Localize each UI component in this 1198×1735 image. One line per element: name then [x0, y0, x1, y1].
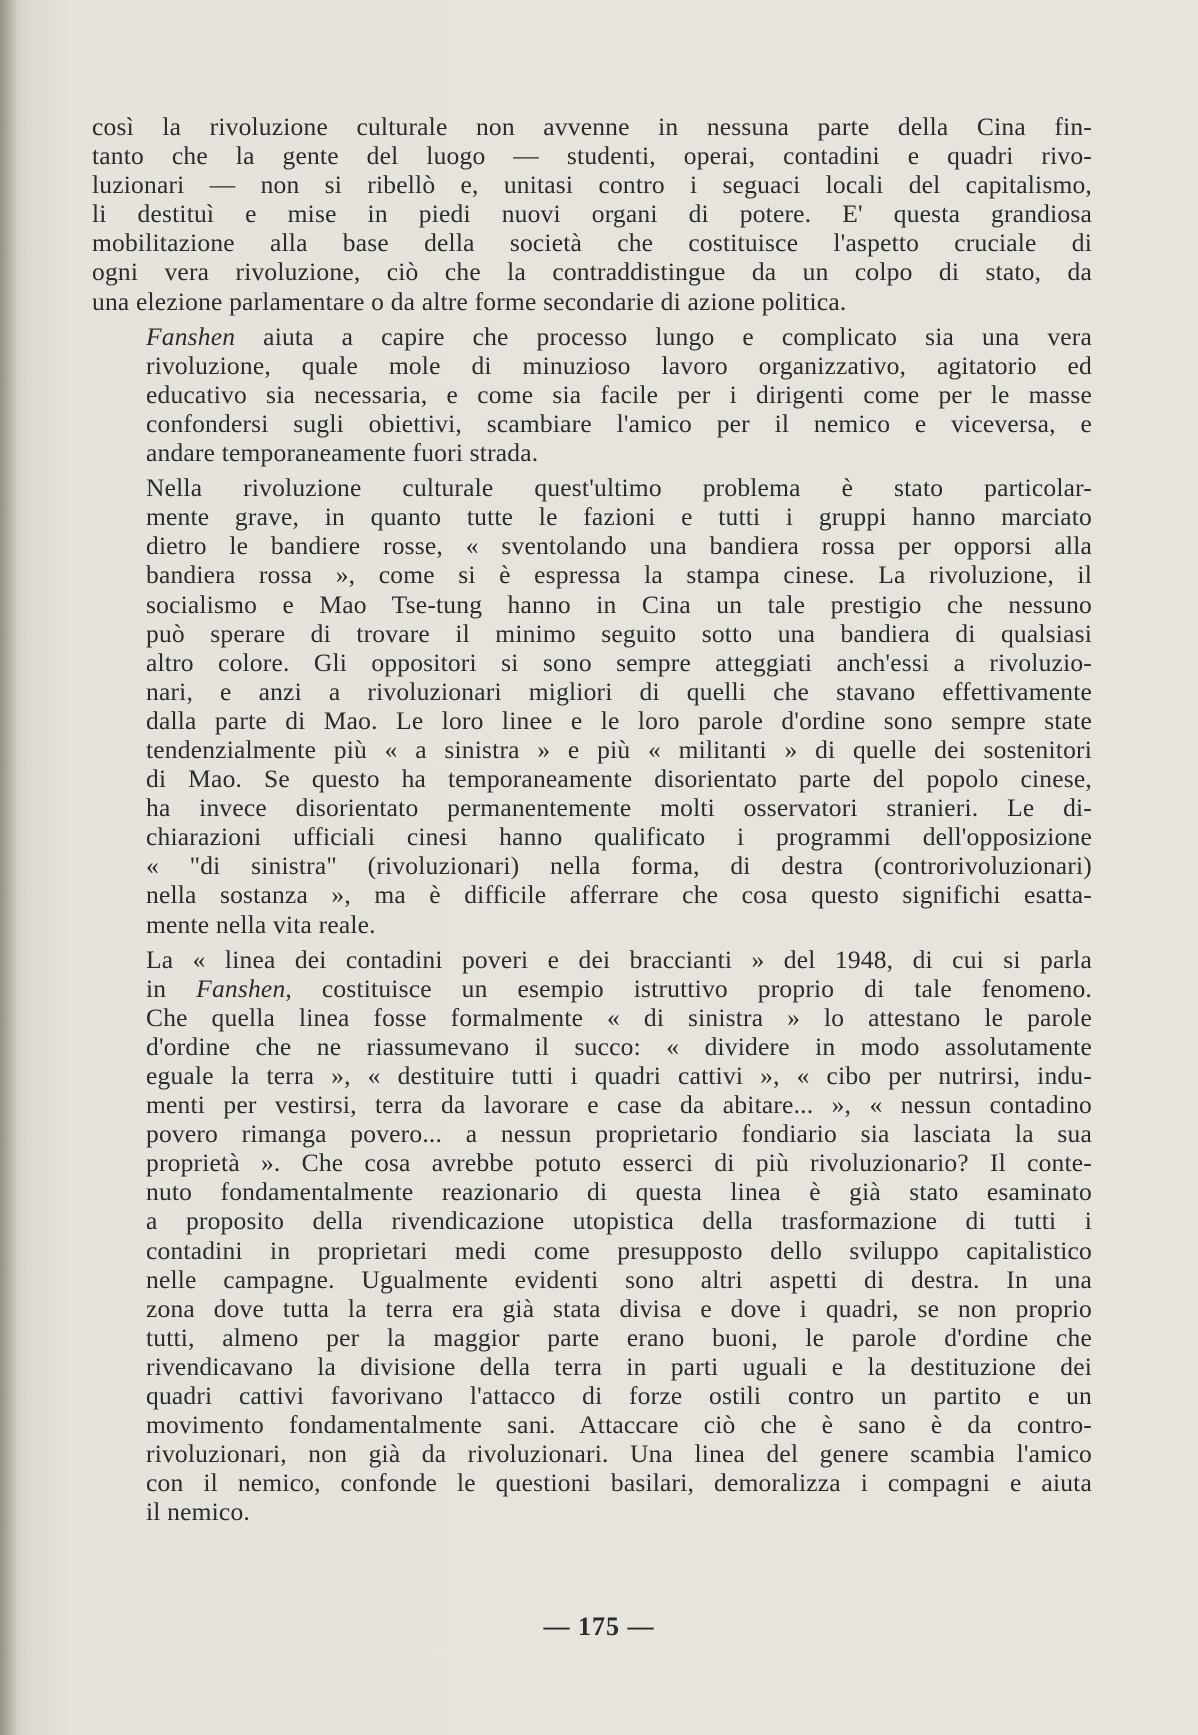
text-line: educativo sia necessaria, e come sia facile per i dirigenti come per le masse — [146, 379, 1092, 409]
paragraph-2 — [92, 322, 1092, 467]
text-segment: in — [146, 973, 197, 1003]
text-line: movimento fondamentalmente sani. Attaccare ciò che è sano è da contro- — [146, 1410, 1092, 1440]
page-number: — 175 — — [543, 1612, 655, 1641]
text-line: mobilitazione alla base della società che costituisce l'aspetto cruciale di — [92, 228, 1092, 258]
text-line: il nemico. — [146, 1497, 250, 1527]
text-line: bandiera rossa », come si è espressa la stampa cinese. La rivoluzione, il — [146, 560, 1092, 590]
text-segment: , costituisce un esempio istruttivo proprio di tale fenomeno. — [285, 973, 1092, 1003]
text-line: ogni vera rivoluzione, ciò che la contraddistingue da un colpo di stato, da — [92, 257, 1092, 287]
text-line: confondersi sugli obiettivi, scambiare l'amico per il nemico e viceversa, e — [146, 408, 1092, 438]
text-line: dietro le bandiere rosse, « sventolando una bandiera rossa per opporsi alla — [146, 531, 1092, 561]
text-line: rivendicavano la divisione della terra in parti uguali e la destituzione dei — [146, 1351, 1092, 1381]
paragraph-3 — [92, 473, 1092, 939]
text-line: tanto che la gente del luogo — studenti, operai, contadini e quadri rivo- — [92, 141, 1092, 171]
text-line: li destituì e mise in piedi nuovi organi di potere. E' questa grandiosa — [92, 199, 1092, 229]
text-line: così la rivoluzione culturale non avvenne in nessuna parte della Cina fin- — [92, 112, 1092, 141]
text-line: tendenzialmente più « a sinistra » e più « militanti » di quelle dei sostenitori — [146, 734, 1092, 764]
text-line: chiarazioni ufficiali cinesi hanno qualificato i programmi dell'opposizione — [146, 822, 1092, 852]
book-title-italic: Fanshen — [196, 973, 286, 1003]
paragraph-4 — [92, 945, 1092, 1527]
text-line: nelle campagne. Ugualmente evidenti sono altri aspetti di destra. In una — [146, 1264, 1092, 1294]
paragraph-1 — [92, 112, 1092, 316]
text-line: contadini in proprietari medi come presupposto dello sviluppo capitalistico — [146, 1235, 1092, 1265]
text-line: d'ordine che ne riassumevano il succo: « dividere in modo assolutamente — [146, 1031, 1092, 1061]
text-line: quadri cattivi favorivano l'attacco di forze ostili contro un partito e un — [146, 1381, 1092, 1411]
text-line-rest: aiuta a capire che processo lungo e complicato sia una vera — [235, 321, 1092, 351]
body-text — [92, 112, 1092, 1533]
binding-shadow — [0, 0, 18, 1735]
text-line: nuto fondamentalmente reazionario di questa linea è già stato esaminato — [146, 1177, 1092, 1207]
text-line: nari, e anzi a rivoluzionari migliori di quelli che stavano effettivamente — [146, 676, 1092, 706]
text-line: una elezione parlamentare o da altre forme secondarie di azione politica. — [92, 286, 847, 316]
text-line: « "di sinistra" (rivoluzionari) nella forma, di destra (controrivoluzionari) — [146, 851, 1092, 881]
text-line: con il nemico, confonde le questioni basilari, demoralizza i compagni e aiuta — [146, 1468, 1092, 1498]
text-line: socialismo e Mao Tse-tung hanno in Cina un tale prestigio che nessuno — [146, 589, 1092, 619]
text-line: andare temporaneamente fuori strada. — [146, 438, 539, 468]
text-line: povero rimanga povero... a nessun proprietario fondiario sia lasciata la sua — [146, 1119, 1092, 1149]
text-line: rivoluzionari, non già da rivoluzionari. Una linea del genere scambia l'amico — [146, 1439, 1092, 1469]
text-line: Nella rivoluzione culturale quest'ultimo problema è stato particolar- — [146, 473, 1092, 503]
text-line: zona dove tutta la terra era già stata divisa e dove i quadri, se non proprio — [146, 1293, 1092, 1323]
text-line: nella sostanza », ma è difficile afferrare che cosa questo significhi esatta- — [146, 880, 1092, 910]
text-line-first — [92, 322, 1092, 351]
text-line: mente grave, in quanto tutte le fazioni e tutti i gruppi hanno marciato — [146, 502, 1092, 532]
text-line — [92, 974, 1092, 1003]
text-line: Che quella linea fosse formalmente « di sinistra » lo attestano le parole — [146, 1002, 1092, 1032]
text-line: luzionari — non si ribellò e, unitasi contro i seguaci locali del capitalismo, — [92, 170, 1092, 200]
text-line: La « linea dei contadini poveri e dei braccianti » del 1948, di cui si parla — [146, 944, 1092, 974]
book-title-italic: Fanshen — [146, 321, 236, 351]
text-line: ha invece disorientato permanentemente molti osservatori stranieri. Le di- — [146, 793, 1092, 823]
text-line: menti per vestirsi, terra da lavorare e case da abitare... », « nessun contadino — [146, 1090, 1092, 1120]
text-line: di Mao. Se questo ha temporaneamente disorientato parte del popolo cinese, — [146, 764, 1092, 794]
text-line: tutti, almeno per la maggior parte erano buoni, le parole d'ordine che — [146, 1322, 1092, 1352]
text-line: rivoluzione, quale mole di minuzioso lavoro organizzativo, agitatorio ed — [146, 350, 1092, 380]
text-line: mente nella vita reale. — [146, 909, 376, 939]
text-line: a proposito della rivendicazione utopistica della trasformazione di tutti i — [146, 1206, 1092, 1236]
text-line: proprietà ». Che cosa avrebbe potuto esserci di più rivoluzionario? Il conte- — [146, 1148, 1092, 1178]
text-line: può sperare di trovare il minimo seguito sotto una bandiera di qualsiasi — [146, 618, 1092, 648]
text-line: eguale la terra », « destituire tutti i quadri cattivi », « cibo per nutrirsi, indu- — [146, 1061, 1092, 1090]
text-line: altro colore. Gli oppositori si sono sempre atteggiati anch'essi a rivoluzio- — [146, 647, 1092, 677]
text-line: dalla parte di Mao. Le loro linee e le loro parole d'ordine sono sempre state — [146, 705, 1092, 735]
